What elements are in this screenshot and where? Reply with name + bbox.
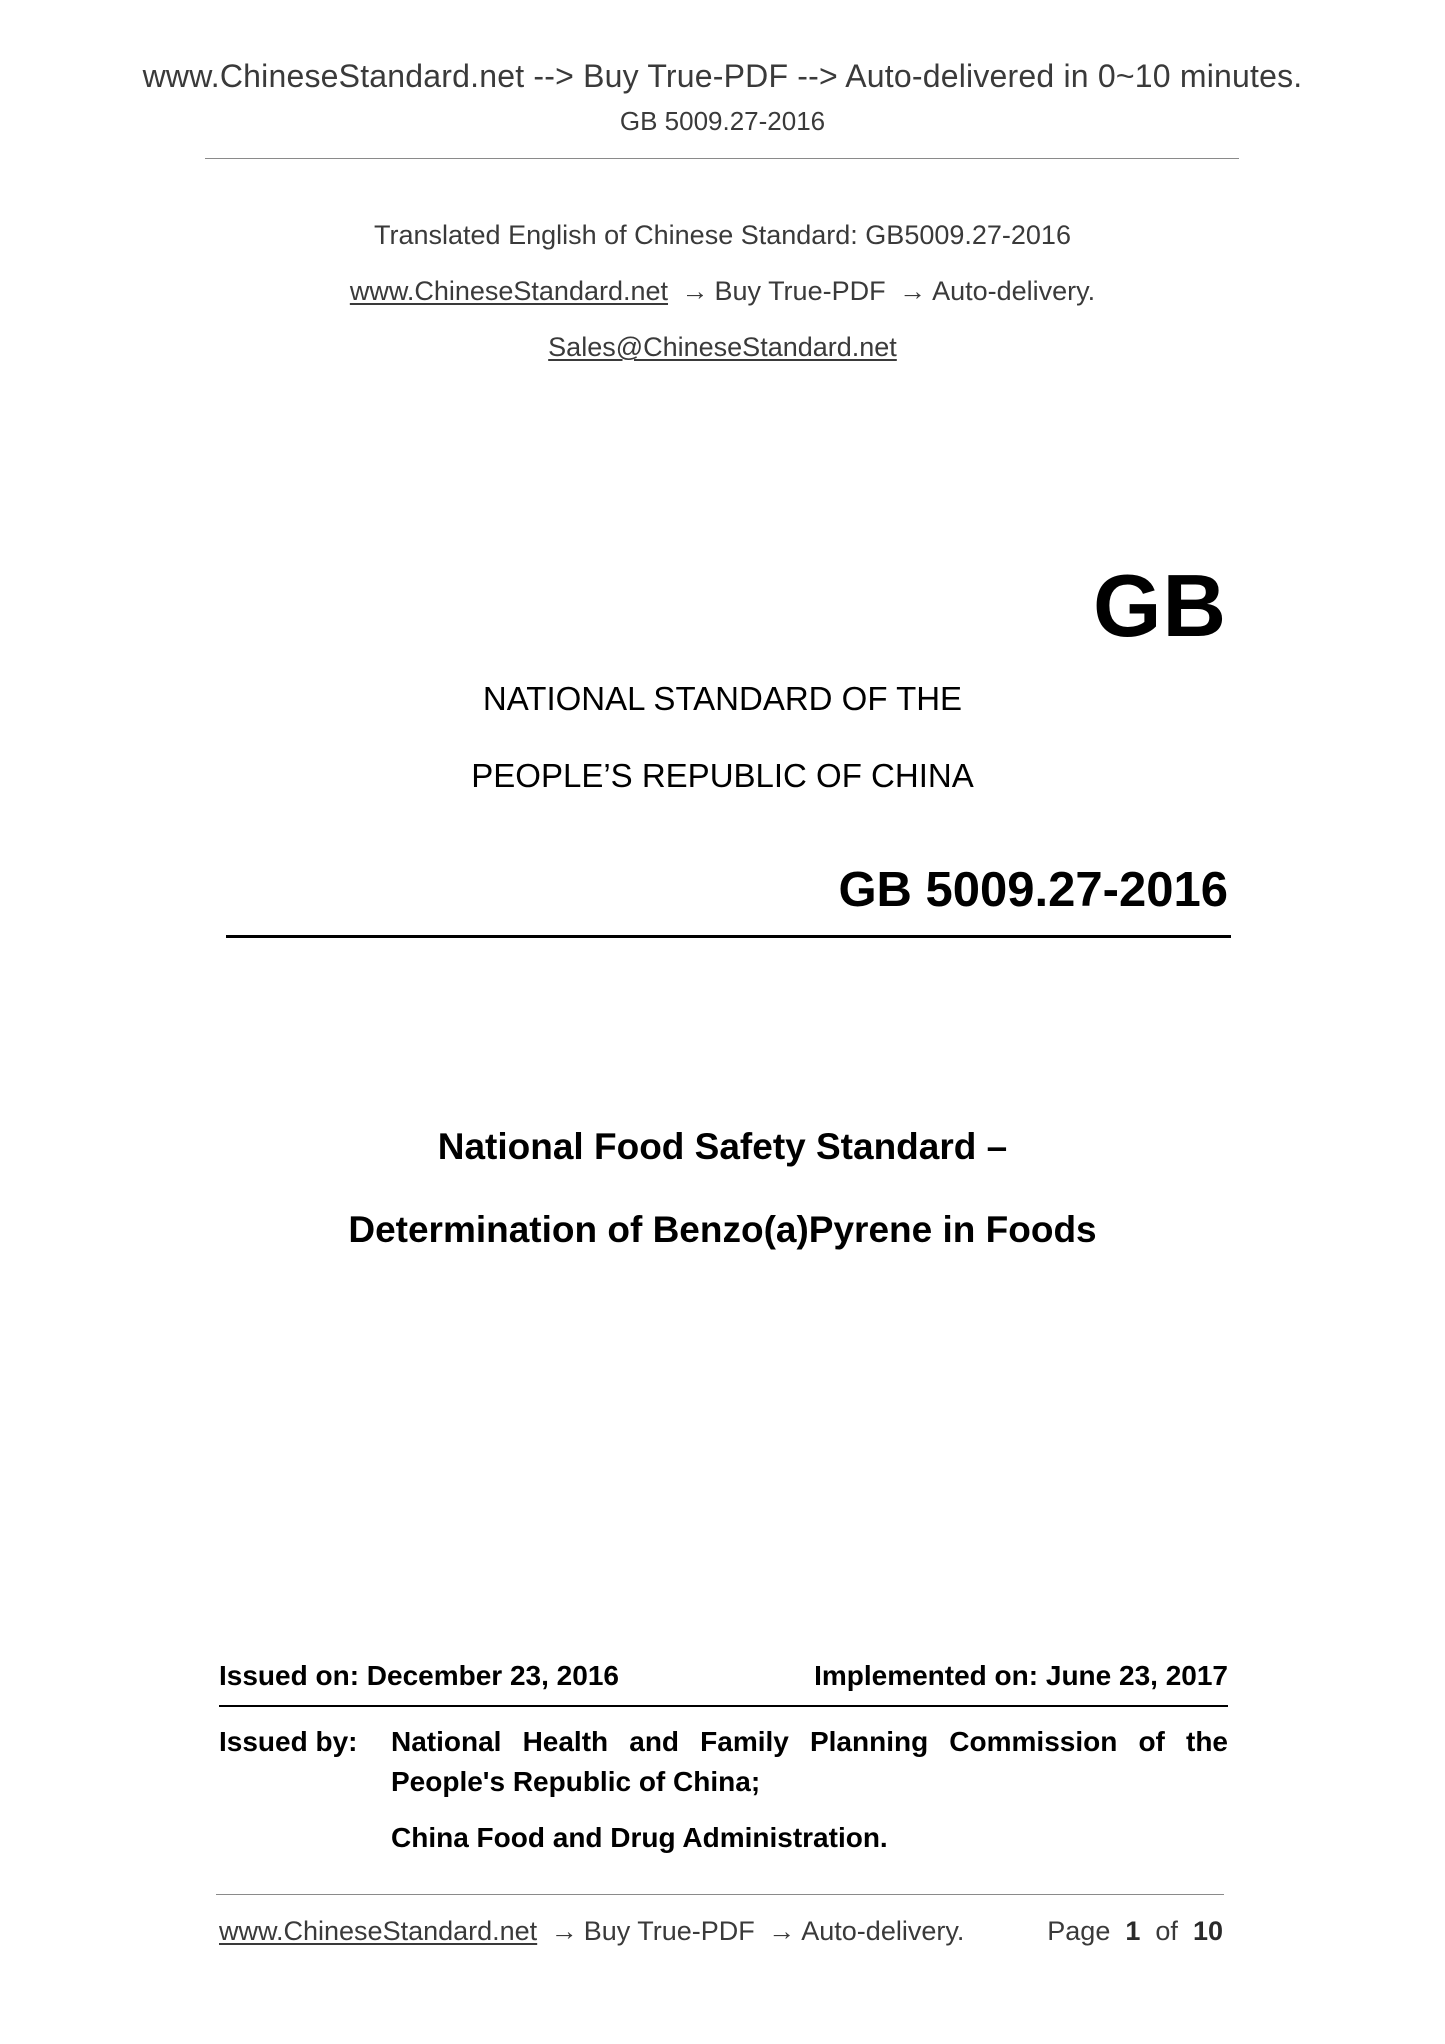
page-total: 10 (1192, 1916, 1223, 1946)
header-banner: www.ChineseStandard.net --> Buy True-PDF --> Auto-delivered in 0~10 minutes. (142, 58, 1303, 94)
header-doc-code: GB 5009.27-2016 (619, 106, 826, 136)
issued-by-authority-1: National Health and Family Planning Commission of the (391, 1726, 1228, 1757)
page-current: 1 (1125, 1916, 1141, 1946)
page-word: Page (1047, 1916, 1111, 1946)
national-standard-line2: PEOPLE’S REPUBLIC OF CHINA (471, 757, 974, 794)
arrow-right-icon: → (899, 276, 927, 306)
sales-email-link[interactable]: Sales@ChineseStandard.net (548, 332, 897, 362)
national-standard-line1: NATIONAL STANDARD OF THE (482, 680, 963, 717)
arrow-right-icon: → (681, 276, 709, 306)
footer-buy-text: Buy True-PDF (583, 1916, 755, 1946)
footer-site-link[interactable]: www.ChineseStandard.net (219, 1916, 538, 1946)
header-divider (205, 158, 1239, 159)
translation-links (0, 276, 1445, 307)
page-indicator (1047, 1916, 1223, 1947)
footer-divider (216, 1894, 1224, 1895)
document-title-line2: Determination of Benzo(a)Pyrene in Foods (348, 1209, 1097, 1250)
footer-links (219, 1916, 964, 1947)
standard-number: GB 5009.27-2016 (838, 863, 1228, 917)
document-title-line1: National Food Safety Standard – (437, 1126, 1008, 1167)
page-of: of (1155, 1916, 1178, 1946)
issued-by-block (219, 1722, 1228, 1802)
translation-title: Translated English of Chinese Standard: GB5009.27-2016 (374, 220, 1071, 250)
issue-divider (219, 1705, 1228, 1707)
standard-number-rule (226, 935, 1231, 938)
issued-by-authority-1-cont: People's Republic of China; (391, 1766, 761, 1797)
arrow-right-icon: → (768, 1916, 796, 1946)
implemented-on-date: Implemented on: June 23, 2017 (814, 1660, 1228, 1691)
issued-by-authority-2: China Food and Drug Administration. (391, 1822, 888, 1853)
issued-on-date: Issued on: December 23, 2016 (219, 1660, 619, 1691)
translation-email-row (0, 332, 1445, 363)
gb-mark: GB (1093, 556, 1227, 655)
buy-true-pdf-text: Buy True-PDF (714, 276, 886, 306)
site-link[interactable]: www.ChineseStandard.net (349, 276, 669, 306)
arrow-right-icon: → (550, 1916, 578, 1946)
auto-delivery-text: Auto-delivery. (932, 276, 1096, 306)
footer-delivery-text: Auto-delivery. (801, 1916, 965, 1946)
issued-by-label: Issued by: (219, 1726, 358, 1757)
